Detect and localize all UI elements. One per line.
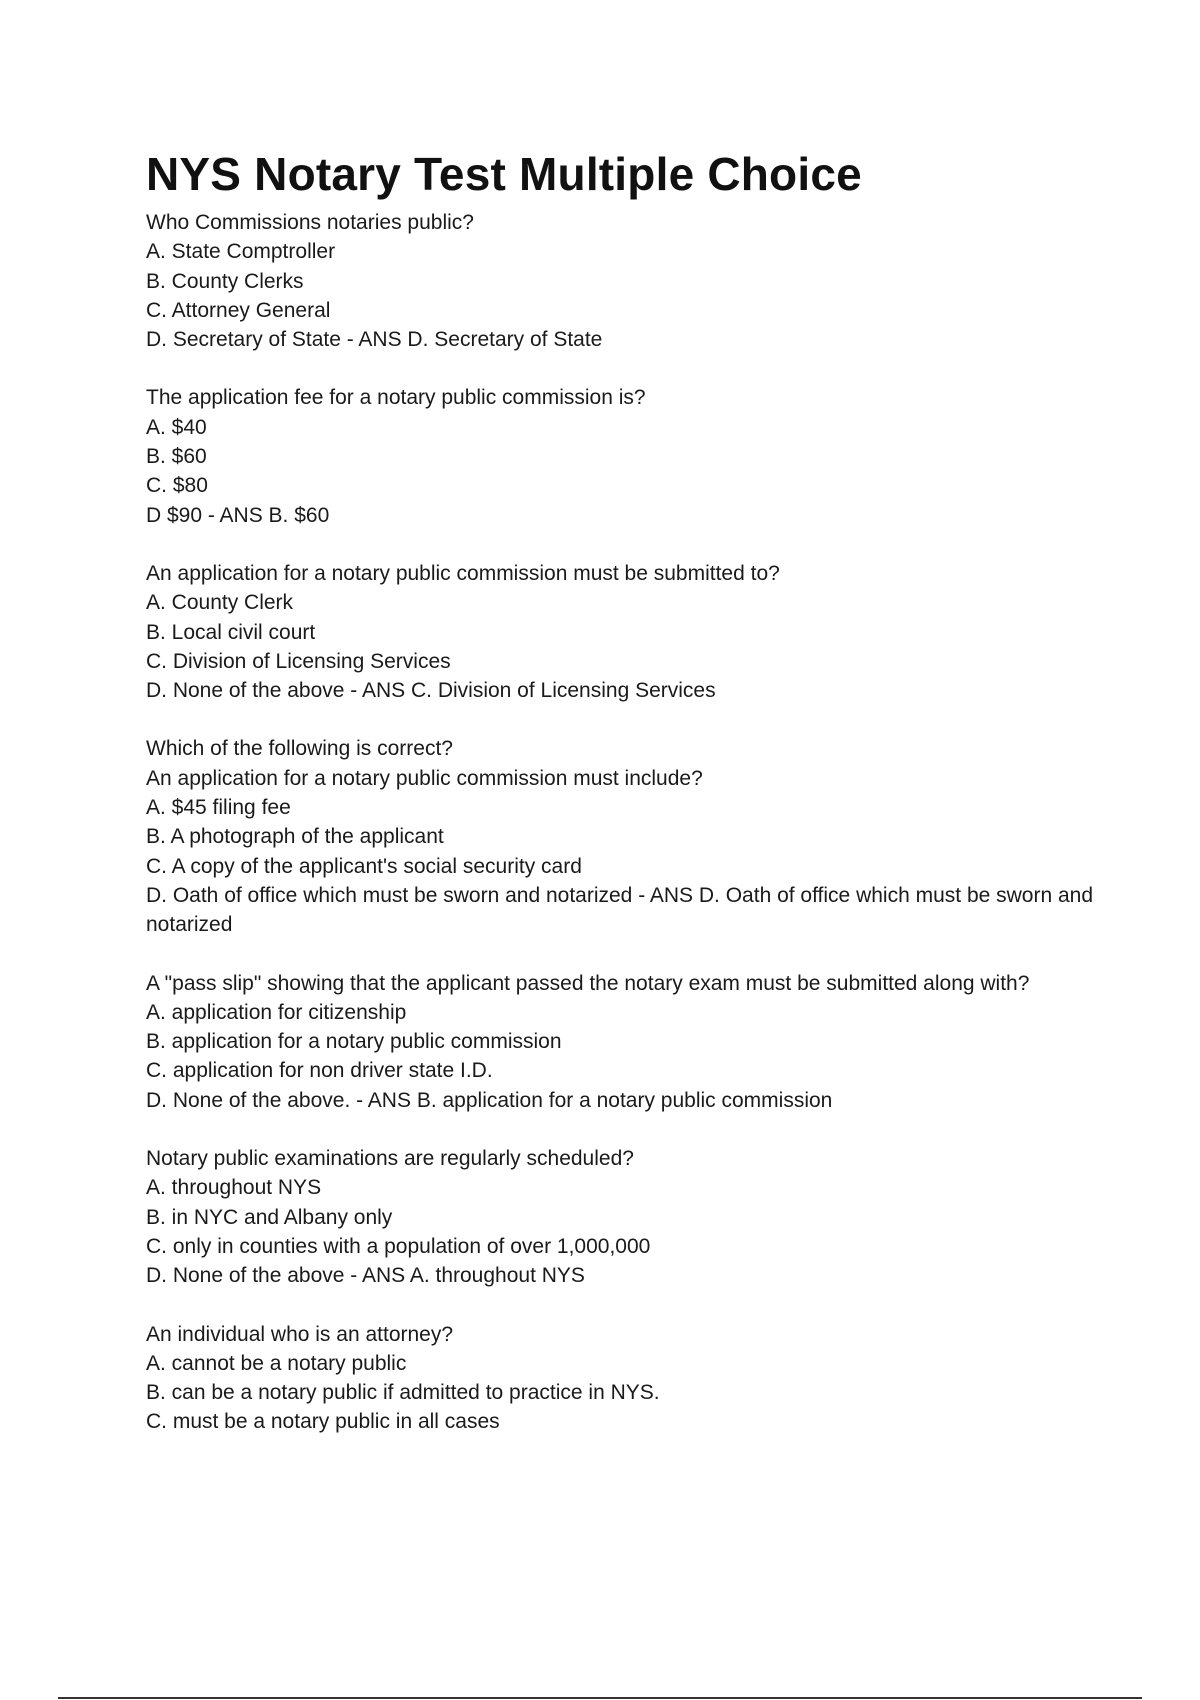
answer-option: A. $45 filing fee xyxy=(146,796,291,820)
question-prompt: An application for a notary public commission must be submitted to? xyxy=(146,561,780,585)
answer-option: B. $60 xyxy=(146,445,207,469)
answer-option: C. application for non driver state I.D. xyxy=(146,1059,493,1083)
question-block xyxy=(146,1320,1106,1437)
answer-option: B. A photograph of the applicant xyxy=(146,825,444,849)
document-page xyxy=(146,146,1106,1466)
answer-option-with-key: D. Secretary of State - ANS D. Secretary of State xyxy=(146,328,603,352)
answer-option-with-key: D. None of the above. - ANS B. application for a notary public commission xyxy=(146,1088,833,1112)
answer-option: A. State Comptroller xyxy=(146,240,336,264)
question-prompt: The application fee for a notary public commission is? xyxy=(146,386,646,410)
answer-option-with-key: D $90 - ANS B. $60 xyxy=(146,503,330,527)
answer-option: B. can be a notary public if admitted to practice in NYS. xyxy=(146,1381,660,1405)
question-prompt: Who Commissions notaries public? xyxy=(146,211,474,234)
question-block xyxy=(146,559,1106,705)
question-prompt: An individual who is an attorney? xyxy=(146,1322,454,1346)
question-prompt: A "pass slip" showing that the applicant passed the notary exam must be submitted along with? xyxy=(146,971,1030,995)
answer-option-with-key: D. Oath of office which must be sworn and notarized - ANS D. Oath of office which must be sworn and notarized xyxy=(146,883,1094,937)
question-block xyxy=(146,208,1106,354)
answer-option: A. County Clerk xyxy=(146,591,294,615)
question-prompt: Which of the following is correct? xyxy=(146,737,453,761)
answer-option: C. only in counties with a population of over 1,000,000 xyxy=(146,1234,651,1258)
question-block xyxy=(146,1144,1106,1290)
question-block xyxy=(146,734,1106,939)
answer-option: B. Local civil court xyxy=(146,620,316,644)
footer-divider xyxy=(58,1697,1142,1699)
question-block xyxy=(146,383,1106,529)
answer-option: C. Division of Licensing Services xyxy=(146,649,451,673)
answer-option: C. Attorney General xyxy=(146,298,331,322)
answer-option: B. in NYC and Albany only xyxy=(146,1205,393,1229)
answer-option-with-key: D. None of the above - ANS A. throughout NYS xyxy=(146,1264,585,1288)
answer-option: A. throughout NYS xyxy=(146,1176,322,1200)
answer-option: C. A copy of the applicant's social security card xyxy=(146,854,582,878)
answer-option: C. must be a notary public in all cases xyxy=(146,1410,500,1434)
question-prompt: An application for a notary public commission must include? xyxy=(146,766,703,790)
answer-option: B. County Clerks xyxy=(146,269,304,293)
question-prompt: Notary public examinations are regularly scheduled? xyxy=(146,1147,634,1171)
answer-option: B. application for a notary public commission xyxy=(146,1030,562,1054)
question-block xyxy=(146,969,1106,1115)
answer-option-with-key: D. None of the above - ANS C. Division of Licensing Services xyxy=(146,679,716,703)
answer-option: A. $40 xyxy=(146,415,207,439)
document-title: NYS Notary Test Multiple Choice xyxy=(146,148,862,200)
answer-option: A. application for citizenship xyxy=(146,1000,407,1024)
answer-option: C. $80 xyxy=(146,474,208,498)
answer-option: A. cannot be a notary public xyxy=(146,1351,407,1375)
